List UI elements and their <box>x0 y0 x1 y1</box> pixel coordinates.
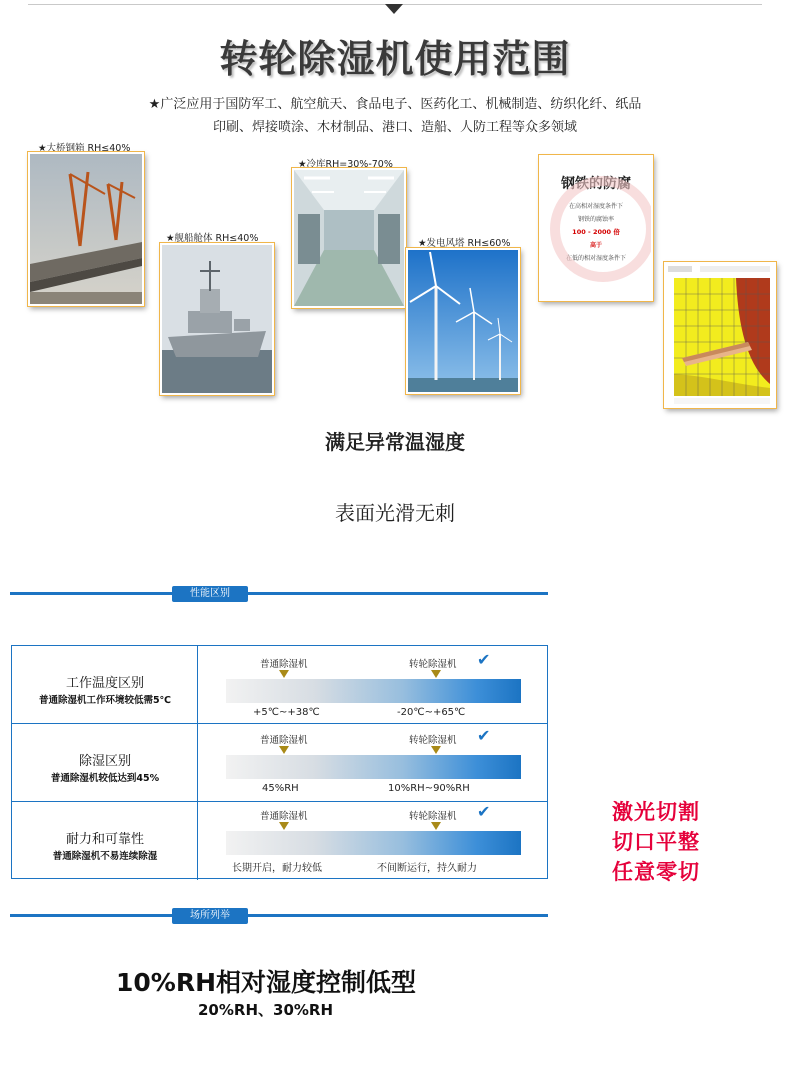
subtitle-line-1: ★广泛应用于国防军工、航空航天、食品电子、医药化工、机械制造、纺织化纤、纸品 <box>148 97 642 112</box>
gradient-range-bar <box>226 679 521 703</box>
ordinary-value: 45%RH <box>262 783 299 794</box>
photo-cold-storage <box>292 168 406 308</box>
ordinary-value: +5℃~+38℃ <box>253 707 320 718</box>
row-note: 普通除湿机较低达到45% <box>50 773 160 784</box>
rotary-dehumidifier-label: 转轮除湿机 <box>409 811 457 822</box>
caption-smooth-surface: 表面光滑无刺 <box>335 501 455 525</box>
row-heading <box>12 802 198 880</box>
gradient-range-bar <box>226 755 521 779</box>
poster-steel-anticorrosion <box>539 155 653 301</box>
ordinary-dehumidifier-label: 普通除湿机 <box>260 735 308 746</box>
laser-cut-text: 激光切割 <box>612 800 700 824</box>
caption-abnormal-temp-humidity: 满足异常温湿度 <box>325 430 465 454</box>
rotary-value: 不间断运行，持久耐力 <box>377 863 477 874</box>
poster-title: 钢铁的防腐 <box>561 176 631 192</box>
gradient-range-bar <box>226 831 521 855</box>
row-title: 耐力和可靠性 <box>65 832 144 847</box>
marker-triangle-icon <box>431 746 441 754</box>
any-cut-text: 任意零切 <box>612 860 700 884</box>
poster-line-4: 高于 <box>589 242 602 249</box>
poster-line-5: 在低的相对湿度条件下 <box>565 255 626 262</box>
caption-cold-storage: ★冷库RH=30%-70% <box>298 159 393 170</box>
caption-ship: ★舰船舱体 RH≤40% <box>166 233 259 244</box>
rotary-dehumidifier-label: 转轮除湿机 <box>409 659 457 670</box>
row-note: 普通除湿机工作环境较低需5℃ <box>38 695 172 706</box>
table-row <box>12 724 547 802</box>
photo-warship <box>160 243 274 395</box>
table-row <box>12 646 547 724</box>
marker-triangle-icon <box>279 822 289 830</box>
poster-line-2: 钢铁的腐蚀率 <box>577 216 614 223</box>
check-icon: ✔ <box>477 726 491 745</box>
photo-bridge-steel-box <box>28 152 144 306</box>
marker-triangle-icon <box>279 746 289 754</box>
performance-comparison-table <box>11 645 548 879</box>
caption-bridge: ★大桥钢箱 RH≤40% <box>38 143 131 154</box>
row-heading <box>12 724 198 801</box>
marker-triangle-icon <box>279 670 289 678</box>
rotary-dehumidifier-label: 转轮除湿机 <box>409 735 457 746</box>
check-icon: ✔ <box>477 802 491 821</box>
table-row <box>12 802 547 880</box>
marker-triangle-icon <box>431 822 441 830</box>
row-title: 除湿区别 <box>78 754 131 769</box>
row-heading <box>12 646 198 723</box>
places-section-label: 场所列举 <box>172 908 248 924</box>
subtitle-line-2: 印刷、焊接喷涂、木材制品、港口、造船、人防工程等众多领域 <box>212 120 577 135</box>
performance-section-label: 性能区别 <box>172 586 248 602</box>
low-humidity-model-subtitle: 20%RH、30%RH <box>198 1001 334 1019</box>
ordinary-dehumidifier-label: 普通除湿机 <box>260 811 308 822</box>
marker-triangle-icon <box>431 670 441 678</box>
ordinary-value: 长期开启，耐力较低 <box>232 863 322 874</box>
photo-wind-turbines <box>406 248 520 394</box>
row-note: 普通除湿机不易连续除湿 <box>52 851 158 862</box>
places-section-divider <box>10 914 548 917</box>
poster-line-1: 在高相对湿度条件下 <box>568 203 623 210</box>
performance-section-divider <box>10 592 548 595</box>
down-arrow-icon <box>385 4 403 14</box>
low-humidity-model-title: 10%RH相对湿度控制低型 <box>116 968 417 997</box>
rotary-value: -20℃~+65℃ <box>397 707 466 718</box>
flat-cut-text: 切口平整 <box>612 830 700 854</box>
chart-corrosion-rate <box>664 262 776 408</box>
check-icon: ✔ <box>477 650 491 669</box>
poster-line-3: 100 - 2000 倍 <box>572 228 620 236</box>
rotary-value: 10%RH~90%RH <box>388 783 470 794</box>
row-title: 工作温度区别 <box>65 676 144 691</box>
page-title: 转轮除湿机使用范围 <box>219 37 571 81</box>
ordinary-dehumidifier-label: 普通除湿机 <box>260 659 308 670</box>
caption-wind-tower: ★发电风塔 RH≤60% <box>418 238 511 249</box>
